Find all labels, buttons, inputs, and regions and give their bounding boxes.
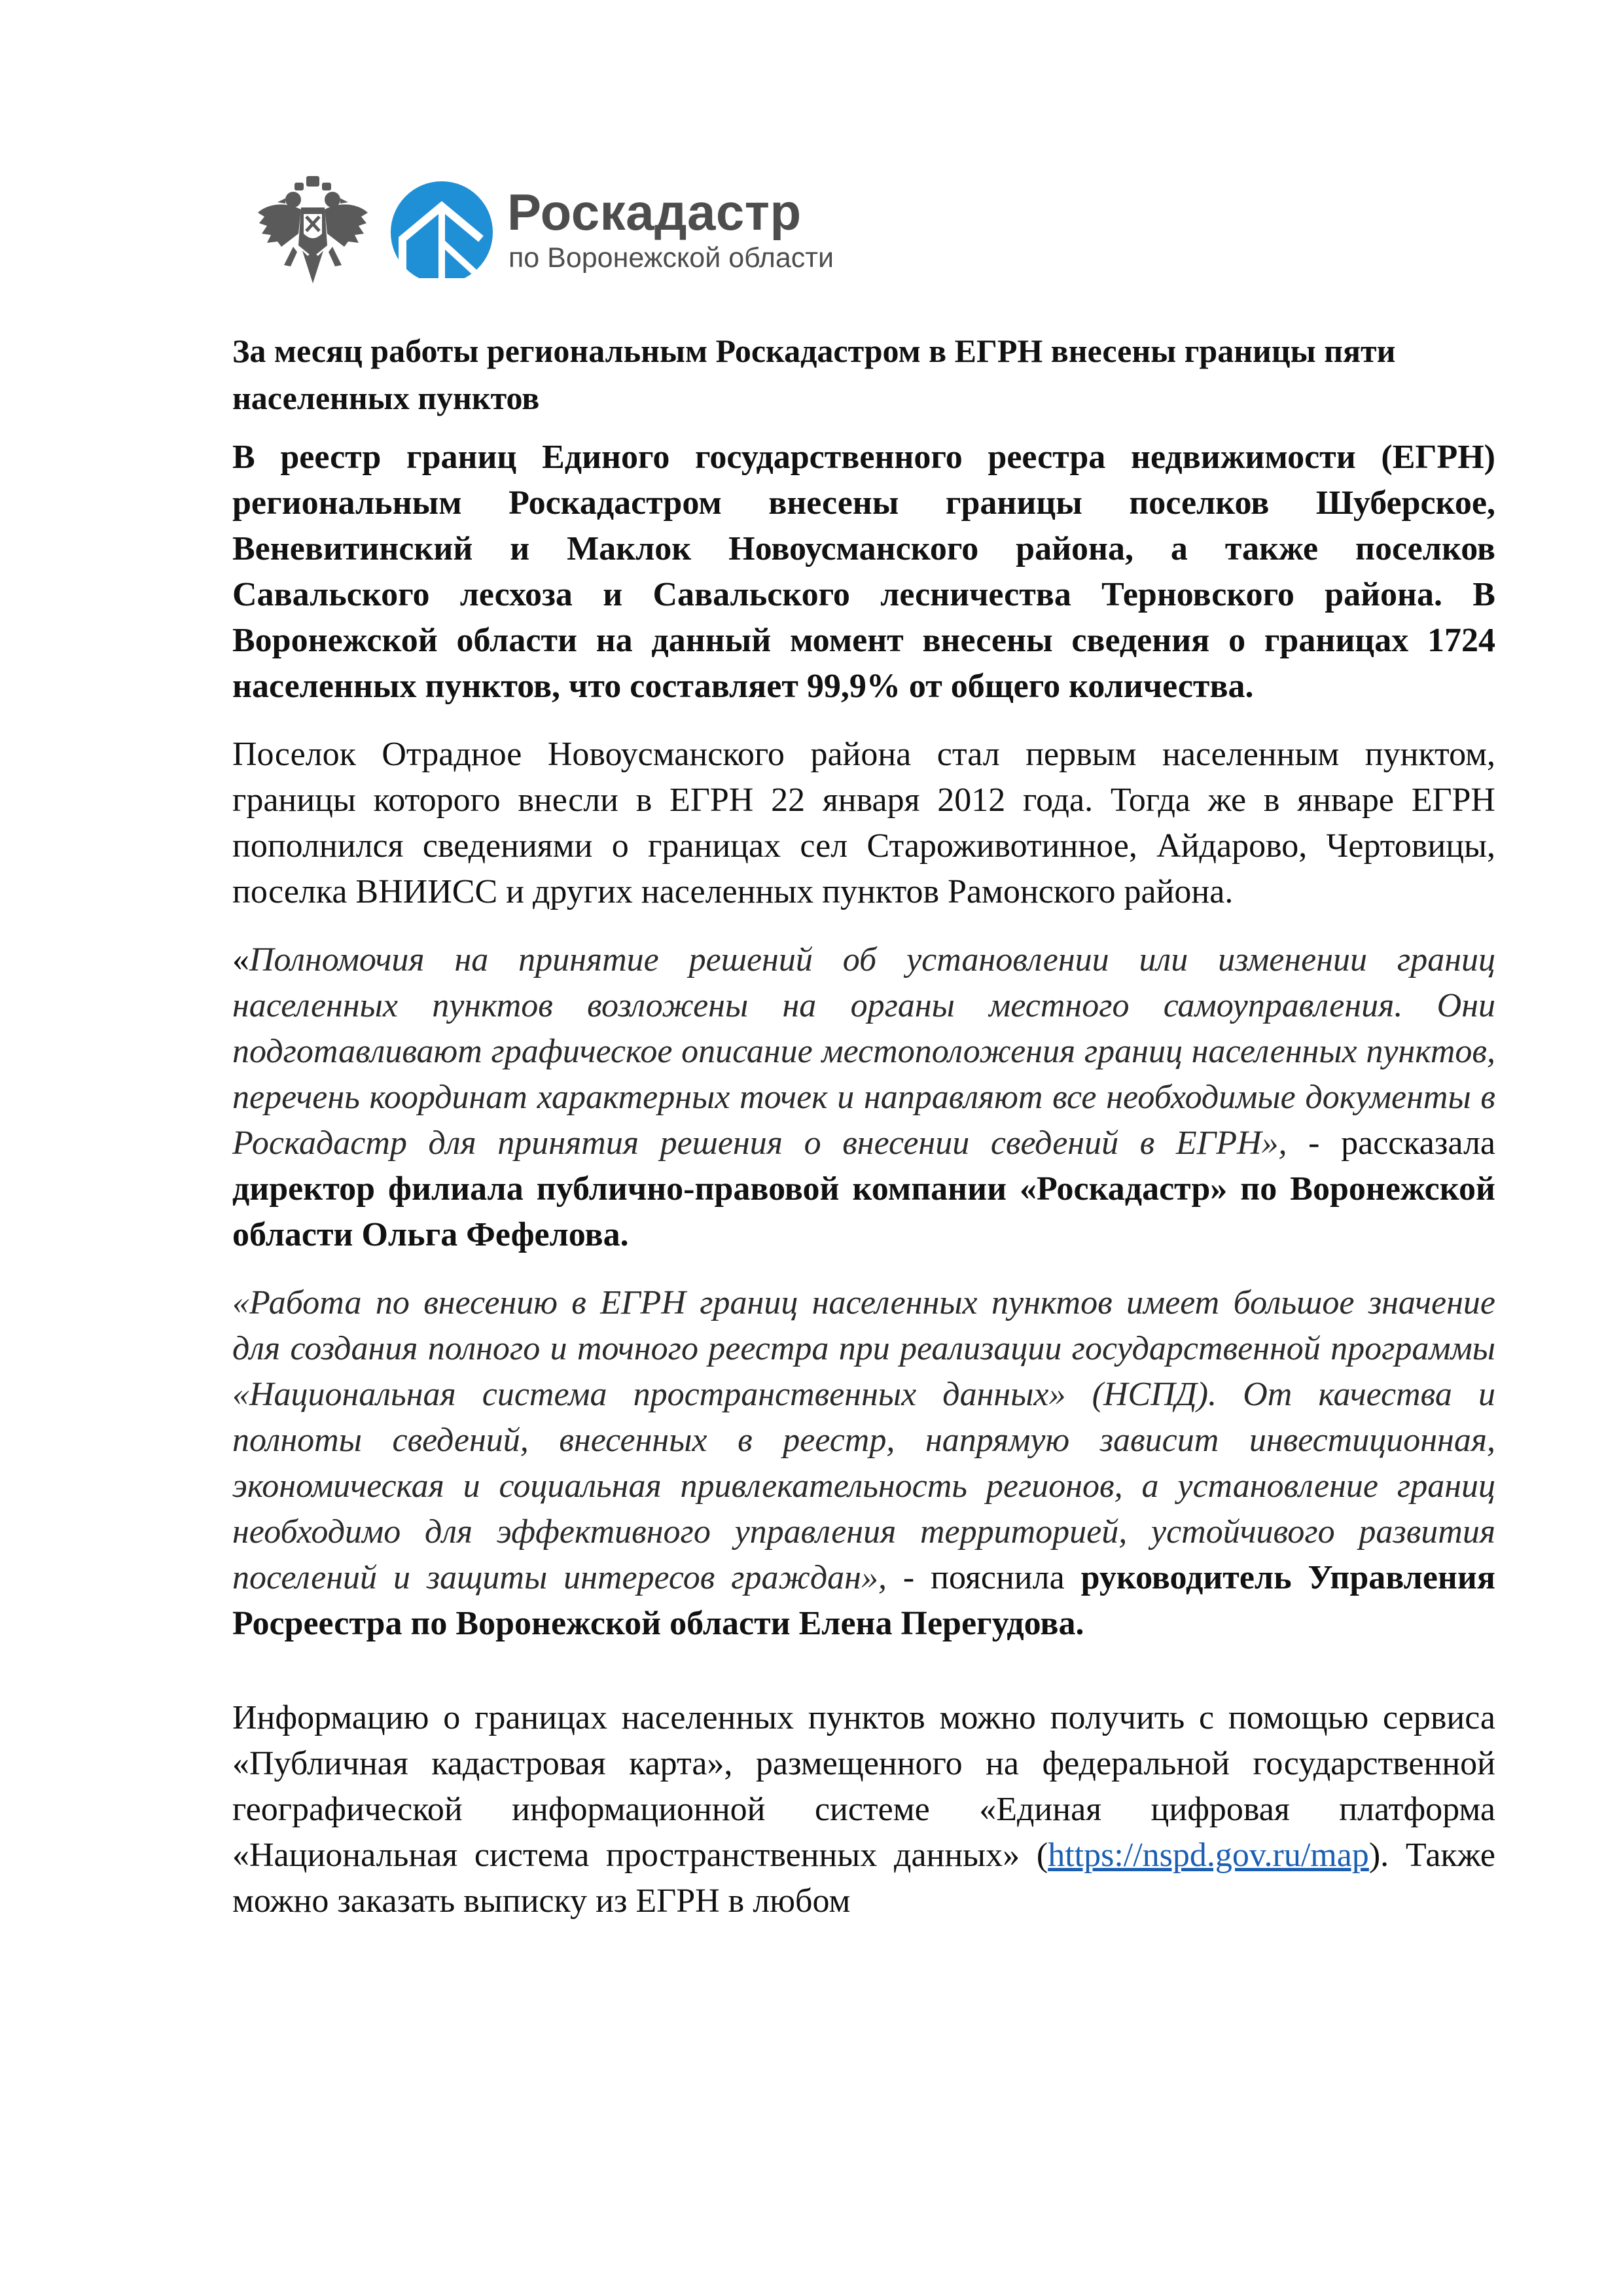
article-lead: В реестр границ Единого государственного реестра недвижимости (ЕГРН) региональным Роскадастром внесены границы поселков Шуберское, Веневитинский и Маклок Новоусманского района, а также поселков Савальского лесхоза и Савальского лесничества Терновского района. В Воронежской области на данный момент внесены сведения о границах 1724 населенных пунктов, что составляет 99,9% от общего количества. bbox=[232, 439, 1495, 705]
quote-paragraph-1 bbox=[232, 937, 1495, 1258]
quote-attribution-verb: - пояснила bbox=[886, 1559, 1081, 1596]
spacer bbox=[232, 1669, 1495, 1695]
article-paragraph-last bbox=[232, 1695, 1495, 1924]
quote-author: руководитель Управления Росреестра по Воронежской области Елена Перегудова. bbox=[232, 1559, 1495, 1642]
double-headed-eagle-icon bbox=[255, 173, 370, 285]
paragraph-text: Информацию о границах населенных пунктов можно получить с помощью сервиса «Публичная кадастровая карта», размещенного на федеральной государственной географической информационной системе «Единая цифровая платформа «Национальная система пространственных данных» ( bbox=[232, 1699, 1495, 1874]
header-logo bbox=[255, 167, 844, 291]
quote-attribution-verb: - рассказала bbox=[1287, 1124, 1495, 1162]
roskadastr-circle-logo-icon bbox=[389, 180, 494, 285]
quote-open-mark: « bbox=[232, 941, 249, 978]
quote-text: «Работа по внесению в ЕГРН границ населенных пунктов имеет большое значение для создания полного и точного реестра при реализации государственной программы «Национальная система пространственных данных» (НСПД). От качества и полноты сведений, внесенных в реестр, напрямую зависит инвестиционная, экономическая и социальная привлекательность регионов, а установление границ необходимо для эффективного управления территорией, устойчивого развития поселений и защиты интересов граждан», bbox=[232, 1284, 1495, 1596]
article-title: За месяц работы региональным Роскадастром в ЕГРН внесены границы пяти населенных пунктов bbox=[232, 332, 1396, 416]
article-paragraph: Поселок Отрадное Новоусманского района стал первым населенным пунктом, границы которого внесли в ЕГРН 22 января 2012 года. Тогда же в январе ЕГРН пополнился сведениями о границах сел Староживотинное, Айдарово, Чертовицы, поселка ВНИИСС и других населенных пунктов Рамонского района. bbox=[232, 736, 1495, 910]
quote-paragraph-2 bbox=[232, 1280, 1495, 1647]
brand-subtitle: по Воронежской области bbox=[508, 242, 834, 274]
quote-author: директор филиала публично-правовой компании «Роскадастр» по Воронежской области Ольга Фефелова. bbox=[232, 1170, 1495, 1253]
article bbox=[232, 327, 1495, 1946]
quote-text: Полномочия на принятие решений об установлении или изменении границ населенных пунктов возложены на органы местного самоуправления. Они подготавливают графическое описание местоположения границ населенных пунктов, перечень координат характерных точек и направляют все необходимые документы в Роскадастр для принятия решения о внесении сведений в ЕГРН», bbox=[232, 941, 1495, 1162]
nspd-map-link[interactable]: https://nspd.gov.ru/map bbox=[1048, 1837, 1369, 1874]
paragraph-text: ). Также можно заказать выписку из ЕГРН в любом bbox=[232, 1837, 1496, 1920]
brand-name: Роскадастр bbox=[507, 183, 802, 241]
